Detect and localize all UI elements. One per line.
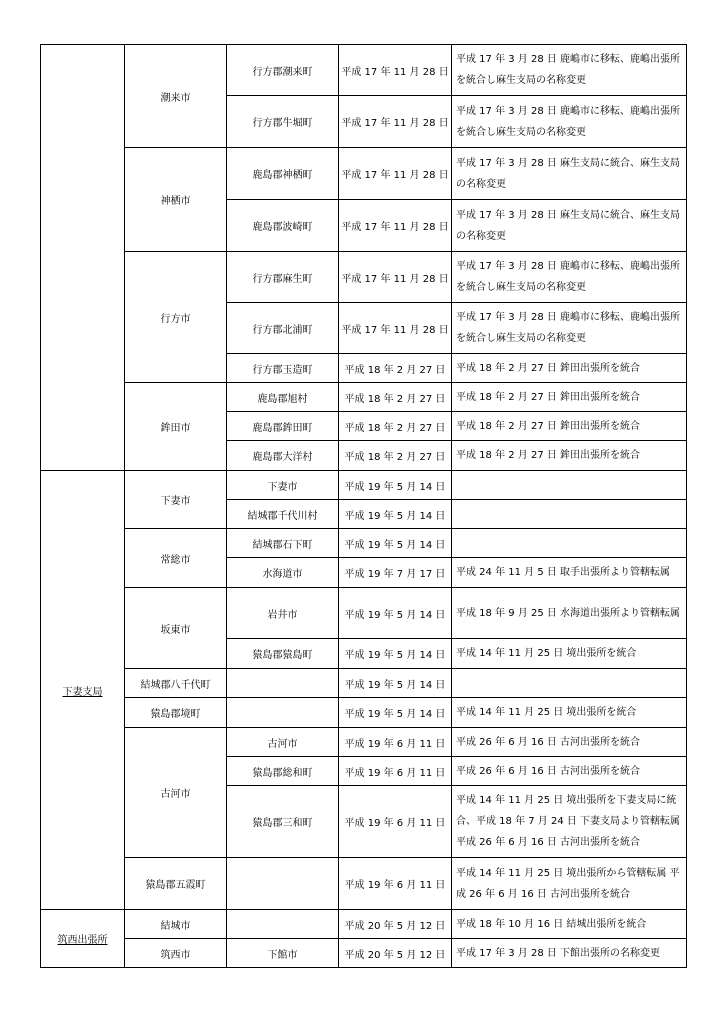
old-municipality-cell: [227, 858, 339, 910]
city-cell: 結城郡八千代町: [125, 669, 227, 698]
note-cell: 平成 18 年 9 月 25 日 水海道出張所より管轄転属: [452, 588, 687, 639]
office-name: 下妻支局: [62, 686, 103, 698]
old-municipality-cell: 結城郡千代川村: [227, 500, 339, 529]
old-municipality-cell: 鹿島郡大洋村: [227, 441, 339, 471]
date-cell: 平成 19 年 6 月 11 日: [339, 757, 452, 786]
city-cell: 鉾田市: [125, 383, 227, 471]
table-row: [41, 252, 687, 303]
date-cell: 平成 19 年 7 月 17 日: [339, 558, 452, 588]
date-cell: 平成 17 年 11 月 28 日: [339, 303, 452, 354]
old-municipality-cell: 猿島郡猿島町: [227, 639, 339, 669]
date-cell: 平成 19 年 6 月 11 日: [339, 728, 452, 757]
table-row: [41, 471, 687, 500]
table-row: [41, 939, 687, 968]
old-municipality-cell: 岩井市: [227, 588, 339, 639]
date-cell: 平成 17 年 11 月 28 日: [339, 148, 452, 200]
city-cell: 潮来市: [125, 45, 227, 148]
old-municipality-cell: 鹿島郡鉾田町: [227, 412, 339, 441]
city-cell: 結城市: [125, 910, 227, 939]
note-cell: 平成 17 年 3 月 28 日 鹿嶋市に移転、鹿嶋出張所を統合し麻生支局の名称変更: [452, 45, 687, 96]
old-municipality-cell: 古河市: [227, 728, 339, 757]
note-cell: 平成 26 年 6 月 16 日 古河出張所を統合: [452, 757, 687, 786]
date-cell: 平成 19 年 5 月 14 日: [339, 471, 452, 500]
old-municipality-cell: 鹿島郡神栖町: [227, 148, 339, 200]
old-municipality-cell: 下館市: [227, 939, 339, 968]
note-cell: 平成 17 年 3 月 28 日 鹿嶋市に移転、鹿嶋出張所を統合し麻生支局の名称変更: [452, 96, 687, 148]
date-cell: 平成 19 年 5 月 14 日: [339, 500, 452, 529]
date-cell: 平成 19 年 5 月 14 日: [339, 639, 452, 669]
old-municipality-cell: 行方郡牛堀町: [227, 96, 339, 148]
note-cell: 平成 18 年 2 月 27 日 鉾田出張所を統合: [452, 354, 687, 383]
table-row: [41, 588, 687, 639]
note-cell: [452, 529, 687, 558]
note-cell: 平成 24 年 11 月 5 日 取手出張所より管轄転属: [452, 558, 687, 588]
note-cell: 平成 17 年 3 月 28 日 麻生支局に統合、麻生支局の名称変更: [452, 148, 687, 200]
old-municipality-cell: 行方郡潮来町: [227, 45, 339, 96]
note-cell: 平成 17 年 3 月 28 日 鹿嶋市に移転、鹿嶋出張所を統合し麻生支局の名称変更: [452, 303, 687, 354]
date-cell: 平成 18 年 2 月 27 日: [339, 412, 452, 441]
city-cell: 古河市: [125, 728, 227, 858]
table-row: [41, 148, 687, 200]
old-municipality-cell: 水海道市: [227, 558, 339, 588]
note-cell: [452, 471, 687, 500]
note-cell: 平成 18 年 10 月 16 日 結城出張所を統合: [452, 910, 687, 939]
note-cell: 平成 14 年 11 月 25 日 境出張所から管轄転属 平成 26 年 6 月 16 日 古河出張所を統合: [452, 858, 687, 910]
note-cell: 平成 14 年 11 月 25 日 境出張所を統合: [452, 639, 687, 669]
city-cell: 行方市: [125, 252, 227, 383]
note-cell: 平成 18 年 2 月 27 日 鉾田出張所を統合: [452, 383, 687, 412]
note-cell: 平成 14 年 11 月 25 日 境出張所を下妻支局に統合、平成 18 年 7 月 24 日 下妻支局より管轄転属 平成 26 年 6 月 16 日 古河出張所を統合: [452, 786, 687, 858]
office-name: 筑西出張所: [57, 935, 108, 946]
table-row: [41, 383, 687, 412]
office-cell: [41, 910, 125, 968]
old-municipality-cell: [227, 669, 339, 698]
table-row: [41, 529, 687, 558]
note-cell: 平成 17 年 3 月 28 日 鹿嶋市に移転、鹿嶋出張所を統合し麻生支局の名称変更: [452, 252, 687, 303]
city-cell: 神栖市: [125, 148, 227, 252]
table-row: [41, 45, 687, 96]
note-cell: 平成 14 年 11 月 25 日 境出張所を統合: [452, 698, 687, 728]
date-cell: 平成 18 年 2 月 27 日: [339, 383, 452, 412]
old-municipality-cell: 猿島郡総和町: [227, 757, 339, 786]
date-cell: 平成 17 年 11 月 28 日: [339, 200, 452, 252]
date-cell: 平成 19 年 5 月 14 日: [339, 698, 452, 728]
date-cell: 平成 20 年 5 月 12 日: [339, 910, 452, 939]
table-row: [41, 728, 687, 757]
old-municipality-cell: 行方郡玉造町: [227, 354, 339, 383]
date-cell: 平成 18 年 2 月 27 日: [339, 441, 452, 471]
date-cell: 平成 19 年 5 月 14 日: [339, 669, 452, 698]
date-cell: 平成 17 年 11 月 28 日: [339, 96, 452, 148]
city-cell: 下妻市: [125, 471, 227, 529]
old-municipality-cell: 下妻市: [227, 471, 339, 500]
table-row: [41, 669, 687, 698]
note-cell: 平成 17 年 3 月 28 日 下館出張所の名称変更: [452, 939, 687, 968]
note-cell: 平成 26 年 6 月 16 日 古河出張所を統合: [452, 728, 687, 757]
note-cell: 平成 17 年 3 月 28 日 麻生支局に統合、麻生支局の名称変更: [452, 200, 687, 252]
city-cell: 筑西市: [125, 939, 227, 968]
office-cell: [41, 45, 125, 471]
old-municipality-cell: [227, 698, 339, 728]
table-row: [41, 698, 687, 728]
old-municipality-cell: 鹿島郡波崎町: [227, 200, 339, 252]
date-cell: 平成 19 年 6 月 11 日: [339, 786, 452, 858]
table-row: [41, 858, 687, 910]
old-municipality-cell: 鹿島郡旭村: [227, 383, 339, 412]
old-municipality-cell: [227, 910, 339, 939]
office-cell: [41, 471, 125, 910]
old-municipality-cell: 結城郡石下町: [227, 529, 339, 558]
merger-table: [40, 44, 687, 968]
date-cell: 平成 17 年 11 月 28 日: [339, 252, 452, 303]
city-cell: 坂東市: [125, 588, 227, 669]
old-municipality-cell: 行方郡北浦町: [227, 303, 339, 354]
date-cell: 平成 19 年 6 月 11 日: [339, 858, 452, 910]
note-cell: [452, 500, 687, 529]
table-row: [41, 910, 687, 939]
note-cell: [452, 669, 687, 698]
date-cell: 平成 20 年 5 月 12 日: [339, 939, 452, 968]
city-cell: 猿島郡五霞町: [125, 858, 227, 910]
date-cell: 平成 19 年 5 月 14 日: [339, 529, 452, 558]
note-cell: 平成 18 年 2 月 27 日 鉾田出張所を統合: [452, 412, 687, 441]
old-municipality-cell: 行方郡麻生町: [227, 252, 339, 303]
city-cell: 常総市: [125, 529, 227, 588]
date-cell: 平成 19 年 5 月 14 日: [339, 588, 452, 639]
old-municipality-cell: 猿島郡三和町: [227, 786, 339, 858]
note-cell: 平成 18 年 2 月 27 日 鉾田出張所を統合: [452, 441, 687, 471]
city-cell: 猿島郡境町: [125, 698, 227, 728]
date-cell: 平成 18 年 2 月 27 日: [339, 354, 452, 383]
date-cell: 平成 17 年 11 月 28 日: [339, 45, 452, 96]
